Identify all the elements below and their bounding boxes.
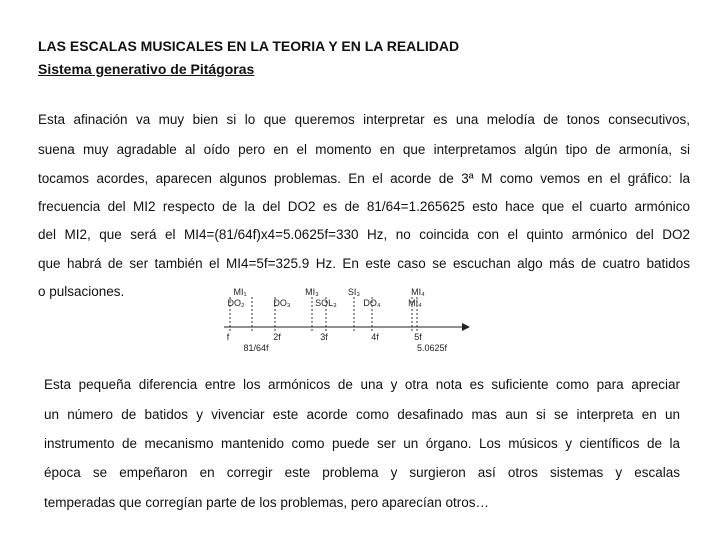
- note-label: DO₃: [273, 298, 291, 308]
- paragraph-2-line: Esta pequeña diferencia entre los armónicos de una y otra nota es suficiente como para apreciar: [44, 377, 680, 392]
- note-label: DO₄: [363, 298, 381, 308]
- top-label: MI₄: [411, 287, 425, 297]
- paragraph-1-line: o pulsaciones.: [38, 284, 125, 299]
- page-subtitle: Sistema generativo de Pitágoras: [38, 61, 255, 77]
- paragraph-2-line: un número de batidos y vivenciar este acorde como desafinado mas aun si se interpreta en un: [44, 407, 680, 422]
- paragraph-1-line: frecuencia del MI2 respecto de la del DO2 es de 81/64=1.265625 esto hace que el cuarto armónico: [38, 199, 690, 214]
- top-label: SI₃: [347, 287, 361, 297]
- note-label: DO₂: [227, 298, 245, 308]
- sub-label: 81/64f: [243, 343, 269, 353]
- top-label: MI₁: [233, 287, 247, 297]
- axis-label: 5f: [414, 332, 422, 342]
- paragraph-1-line: suena muy agradable al oído pero en el momento en que interpretamos algún tipo de armonía, si: [38, 142, 690, 157]
- top-label: MI₃: [305, 287, 319, 297]
- paragraph-2-line: instrumento de mecanismo mantenido como puede ser un órgano. Los músicos y científicos de la: [44, 436, 680, 451]
- paragraph-1-line: del MI2, que será el MI4=(81/64f)x4=5.0625f=330 Hz, no coincida con el quinto armónico del DO2: [38, 227, 690, 242]
- paragraph-2-line: temperadas que corregían parte de los problemas, pero aparecían otros…: [44, 495, 490, 510]
- axis-label: 3f: [320, 332, 328, 342]
- harmonics-diagram: [200, 284, 500, 354]
- paragraph-1-line: que habrá de ser también el MI4=5f=325.9 Hz. En este caso se escuchan algo más de cuatro batidos: [38, 256, 690, 271]
- axis-label: 4f: [371, 332, 379, 342]
- page-title: LAS ESCALAS MUSICALES EN LA TEORIA Y EN LA REALIDAD: [38, 38, 460, 54]
- sub-label: 5.0625f: [416, 343, 448, 353]
- paragraph-1-line: tocamos acordes, aparecen algunos problemas. En el acorde de 3ª M como vemos en el gráfico: la: [38, 171, 690, 186]
- axis-label: f: [226, 332, 230, 342]
- paragraph-1-line: Esta afinación va muy bien si lo que queremos interpretar es una melodía de tonos consecutivos,: [38, 112, 690, 127]
- axis-arrow-icon: [462, 323, 470, 331]
- note-label: MI₄: [408, 298, 422, 308]
- note-label: SOL₃: [315, 298, 337, 308]
- paragraph-2-line: época se empeñaron en corregir este problema y surgieron así otros sistemas y escalas: [44, 465, 680, 480]
- axis-label: 2f: [273, 332, 281, 342]
